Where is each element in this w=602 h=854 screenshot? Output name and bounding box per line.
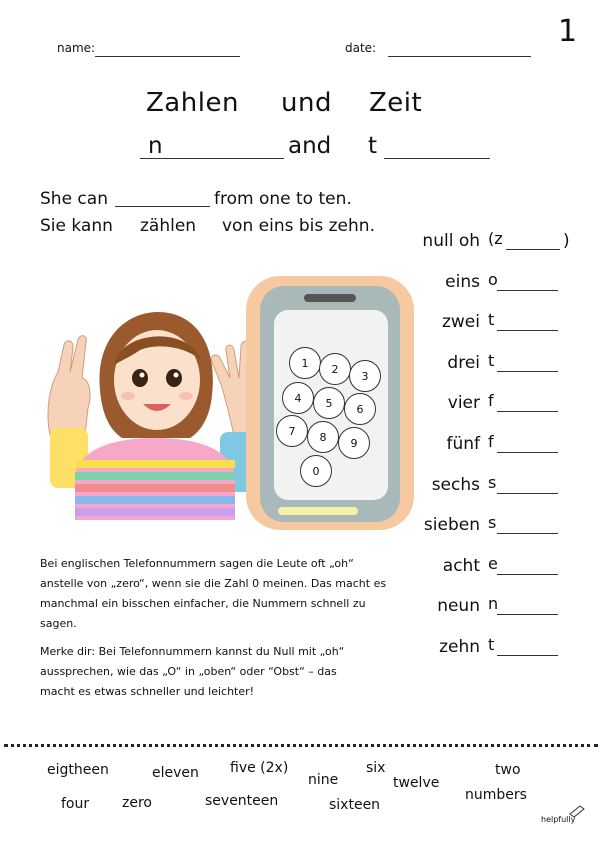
number-word: zehn bbox=[439, 637, 480, 657]
title-hint-n: n bbox=[148, 133, 163, 159]
word-bank-item: six bbox=[366, 760, 386, 776]
name-label: name: bbox=[57, 41, 96, 55]
number-answer-line[interactable] bbox=[497, 493, 558, 494]
keypad-key: 1 bbox=[289, 347, 321, 379]
sentence-de-start: Sie kann bbox=[40, 216, 113, 236]
word-bank-item: numbers bbox=[465, 787, 527, 803]
number-word: null oh bbox=[422, 231, 480, 251]
sentence-blank[interactable] bbox=[115, 206, 210, 207]
title-word-und: und bbox=[281, 88, 332, 118]
memo-paragraph bbox=[40, 642, 400, 702]
paragraph-line: Bei englischen Telefonnummern sagen die Leute oft „oh“ bbox=[40, 557, 354, 570]
number-answer-line[interactable] bbox=[497, 452, 558, 453]
word-bank-item: eleven bbox=[152, 765, 199, 781]
title-hint-t: t bbox=[368, 133, 378, 159]
number-hint-letter: o bbox=[488, 269, 498, 289]
number-answer-line[interactable] bbox=[497, 614, 558, 615]
number-answer-line[interactable] bbox=[506, 249, 560, 250]
paragraph-line: macht es etwas schneller und leichter! bbox=[40, 685, 255, 698]
number-word: vier bbox=[447, 393, 480, 414]
paragraph-line: anstelle von „zero“, wenn sie die Zahl 0 meinen. Das macht es bbox=[40, 577, 387, 590]
keypad-key: 7 bbox=[276, 415, 308, 447]
title-and: and bbox=[288, 133, 332, 159]
word-bank-item: sixteen bbox=[329, 797, 381, 813]
word-bank-item: zero bbox=[122, 795, 152, 811]
title-word-zeit: Zeit bbox=[369, 88, 423, 118]
paragraph-line: manchmal ein bisschen einfacher, die Nummern schnell zu bbox=[40, 597, 366, 610]
paragraph-line: Merke dir: Bei Telefonnummern kannst du Null mit „oh“ bbox=[40, 645, 345, 658]
word-bank-item: five (2x) bbox=[230, 760, 289, 776]
pencil-icon bbox=[568, 804, 586, 818]
number-word: zwei bbox=[441, 312, 480, 333]
explanation-paragraph bbox=[40, 554, 400, 634]
number-word: eins bbox=[445, 271, 480, 292]
title-blank-1[interactable] bbox=[140, 158, 284, 159]
word-bank-item: nine bbox=[308, 772, 339, 788]
number-answer-line[interactable] bbox=[497, 290, 558, 291]
number-hint-letter: t bbox=[488, 350, 495, 370]
number-hint-letter: (z bbox=[488, 229, 503, 248]
number-word: drei bbox=[447, 352, 480, 373]
number-suffix: ) bbox=[563, 231, 570, 251]
number-word: sieben bbox=[423, 515, 480, 536]
number-word: sechs bbox=[431, 474, 480, 495]
number-answer-line[interactable] bbox=[497, 411, 558, 412]
name-field[interactable] bbox=[95, 56, 240, 57]
phone-speaker bbox=[304, 294, 356, 302]
number-word: neun bbox=[437, 596, 480, 617]
keypad-key: 3 bbox=[349, 360, 381, 392]
keypad-key: 8 bbox=[307, 421, 339, 453]
word-bank-item: four bbox=[61, 796, 90, 812]
word-bank-item: eigtheen bbox=[47, 762, 109, 778]
sentence-en-end: from one to ten. bbox=[214, 189, 352, 209]
number-answer-line[interactable] bbox=[497, 533, 558, 534]
phone-bottom-bar bbox=[278, 507, 358, 515]
number-answer-line[interactable] bbox=[497, 574, 558, 575]
number-word: fünf bbox=[446, 434, 480, 454]
dotted-separator bbox=[4, 744, 598, 747]
date-label: date: bbox=[345, 41, 377, 55]
word-bank-item: seventeen bbox=[205, 793, 279, 809]
brand-label: helpfully bbox=[541, 815, 576, 824]
girl-illustration bbox=[40, 300, 270, 520]
keypad-key: 4 bbox=[282, 382, 314, 414]
number-hint-letter: t bbox=[488, 310, 495, 330]
number-hint-letter: s bbox=[488, 472, 497, 492]
number-hint-letter: t bbox=[488, 635, 495, 654]
number-hint-letter: n bbox=[488, 594, 499, 614]
sentence-en-start: She can bbox=[40, 189, 108, 209]
word-bank-item: two bbox=[495, 762, 521, 778]
date-field[interactable] bbox=[388, 56, 531, 57]
number-answer-line[interactable] bbox=[497, 655, 558, 656]
left-hand-icon bbox=[48, 336, 90, 435]
word-bank-item: twelve bbox=[393, 775, 440, 791]
title-word-zahlen: Zahlen bbox=[146, 88, 239, 118]
number-answer-line[interactable] bbox=[497, 371, 558, 372]
page-number: 1 bbox=[558, 14, 578, 49]
number-answer-line[interactable] bbox=[497, 330, 558, 331]
title-blank-2[interactable] bbox=[384, 158, 490, 159]
keypad-key: 9 bbox=[338, 427, 370, 459]
sentence-de-verb: zählen bbox=[140, 216, 197, 236]
number-hint-letter: f bbox=[488, 391, 494, 411]
paragraph-line: aussprechen, wie das „O“ in „oben“ oder “Obst“ – das bbox=[40, 665, 337, 678]
keypad-key: 2 bbox=[319, 353, 351, 385]
paragraph-line: sagen. bbox=[40, 617, 77, 630]
sentence-de-end: von eins bis zehn. bbox=[222, 216, 375, 236]
number-hint-letter: s bbox=[488, 513, 497, 533]
number-word: acht bbox=[442, 555, 480, 576]
keypad-key: 5 bbox=[313, 387, 345, 419]
keypad-key: 0 bbox=[300, 455, 332, 487]
number-hint-letter: f bbox=[488, 432, 494, 451]
number-hint-letter: e bbox=[488, 553, 498, 573]
keypad-key: 6 bbox=[344, 393, 376, 425]
